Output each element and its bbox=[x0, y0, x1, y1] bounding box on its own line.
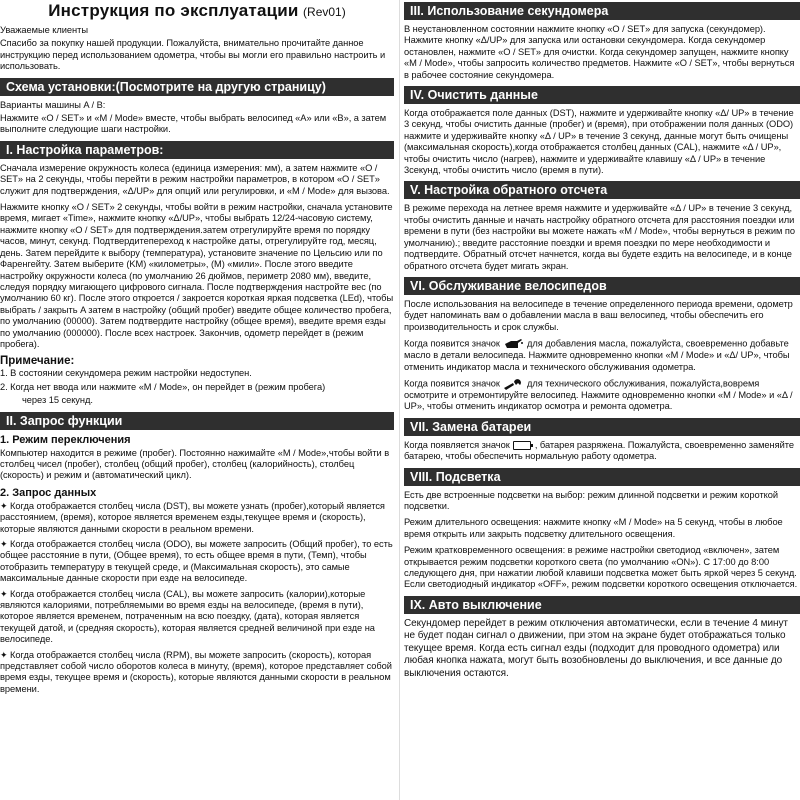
backlight-long-mode: Режим длительного освещения: нажмите кнопку «M / Mode» на 5 секунд, чтобы в любое время открыть или закрыть подсветку длительного освещения. bbox=[404, 517, 783, 539]
section-6-text: После использования на велосипеде в течение определенного периода времени, одометр будет напоминать вам о добавлении масла в ваш велосипед, чтобы обеспечить его производительность и срок службы. bbox=[404, 298, 793, 332]
wrench-icon bbox=[503, 378, 523, 390]
battery-text bbox=[404, 440, 800, 463]
query-item-text: Когда отображается столбец числа (RPM), вы можете запросить (скорость), которая представляет собой число оборотов колеса в минуту, (время), которое представляет собой время езды, текущее время и (скорость), которые являются данными скорости в реальном времени. bbox=[0, 649, 392, 694]
query-item-text: Когда отображается столбец числа (CAL), вы можете запросить (калории),которые являются калориями, потребляемыми во время езды на велосипеде, (время в пути), которое является временем, потраченным на всю поездку, (дата), которая является текущей датой, и (средняя скорость), которая является средней величиной при езде на велосипеде. bbox=[0, 588, 375, 645]
star-bullet-icon: ✦ bbox=[0, 588, 8, 599]
intro-paragraph: Спасибо за покупку нашей продукции. Пожалуйста, внимательно прочитайте данное инструкцию перед использованием одометра, чтобы вы могли его правильно настроить и использовать. bbox=[0, 38, 386, 72]
section-7-heading: VII. Замена батареи bbox=[404, 418, 800, 436]
section-4-heading: IV. Очистить данные bbox=[404, 86, 800, 104]
left-column bbox=[0, 0, 394, 800]
query-item-odo bbox=[0, 539, 394, 585]
install-text: Нажмите «O / SET» и «M / Mode» вместе, чтобы выбрать велосипед «A» или «B», а затем выполните следующие шаги настройки. bbox=[0, 113, 387, 135]
note-title: Примечание: bbox=[0, 355, 75, 368]
battery-text-lead: Когда появляется значок bbox=[404, 439, 510, 450]
subsection-switch-mode: 1. Режим переключения bbox=[0, 433, 131, 446]
star-bullet-icon: ✦ bbox=[0, 500, 8, 511]
section-8-heading: VIII. Подсветка bbox=[404, 468, 800, 486]
section-1-paragraph-2: Нажмите кнопку «O / SET» 2 секунды, чтобы войти в режим настройки, сначала установите время, мигает «Time», нажмите кнопку «Δ/UP», чтобы выбрать 12/24-часовую систему, нажмите кнопку «O / SET» для подтверждения.затем отрегулируйте время по порядку часов, минут, секунд. Подтвердитепереход к настройке даты, отрегулируйте год, месяц, день. Затем перейдите к выбору (температура), установите значение по Цельсию или по Фаренгейту. Затем выберите (KM) «километры», (M) «мили». После этого введите настройку окружности колеса (по умолчанию 26 дюймов, периметр 2080 мм), введите, следуя порядку мигающего цифрового сигнала. После подтверждения настройте вес (по умолчанию 60 кг). После этого откроется / закроется короткая яркая подсветка (LEd), чтобы выбрать / закрыть A затем в настройку (общий пробег) введите общее количество пробега, по умолчанию (00000). Затем подтвердите настройку (общее время), введите время езды по умолчанию (000000). После всех настроек. Закончив, одометр перейдет в (режим пробега). bbox=[0, 202, 394, 349]
star-bullet-icon: ✦ bbox=[0, 649, 8, 660]
oil-reminder bbox=[404, 338, 800, 373]
maintenance-reminder-text: для технического обслуживания, пожалуйста,вовремя осмотрите и отремонтируйте велосипед. Нажмите одновременно кнопки «M / Mode» и «Δ / UP», чтобы отменить индикатор осмотра и ремонта одометра. bbox=[404, 378, 793, 412]
right-column bbox=[404, 0, 800, 800]
oil-reminder-text: для добавления масла, пожалуйста, своевременно добавьте масло в детали велосипеда. Нажмите одновременно кнопки «M / Mode» и «Δ/ UP», чтобы отменить индикатор масла и технического обслуживания одометра. bbox=[404, 338, 790, 372]
section-6-heading: VI. Обслуживание велосипедов bbox=[404, 277, 800, 295]
title-text: Инструкция по эксплуатации bbox=[48, 1, 299, 20]
oil-can-icon bbox=[503, 338, 523, 350]
star-bullet-icon: ✦ bbox=[0, 539, 8, 549]
section-2-heading: II. Запрос функции bbox=[0, 412, 394, 430]
section-1-paragraph-1: Сначала измерение окружность колеса (единица измерения: мм), а затем нажмите «O / SET» на 2 секунды, чтобы перейти в режим настройки параметров, в котором «O / SET» служит для подтверждения, «Δ/UP» для опций или регулировки, и «M / Mode» для вызова. bbox=[0, 162, 390, 196]
battery-text-rest: , батарея разряжена. Пожалуйста, своевременно заменяйте батарею, чтобы обеспечить нормальную работу одометра. bbox=[404, 439, 794, 462]
section-5-text: В режиме перехода на летнее время нажмите и удерживайте «Δ / UP» в течение 3 секунд, чтобы очистить данные и начать настройку обратного отсчета для расстояния поездки или времени в пути (без настройки вы можете нажать «M / Mode», чтобы вернуться в режим по умолчанию).; введите расстояние поездки и время поездки по мере необходимости и подтвердите. Обратный отсчет начнется, когда вы будете ездить на велосипеде, и в конце обратного отсчета будет мигать экран. bbox=[404, 203, 795, 271]
note-2: 2. Когда нет ввода или нажмите «M / Mode», он перейдет в (режим пробега) bbox=[0, 381, 326, 392]
note-1: 1. В состоянии секундомера режим настройки недоступен. bbox=[0, 368, 252, 379]
backlight-short-mode: Режим кратковременного освещения: в режиме настройки светодиод «включен», затем открывается режим подсветки короткого света (по умолчанию «ON»). С 17:00 до 8:00 следующего дня, при нажатии любой клавиши подсветка может быть яркой через 5 секунд. Если светодиодный индикатор «OFF», режим подсветки короткого освещения отключается. bbox=[404, 545, 798, 590]
revision-text: (Rev01) bbox=[303, 5, 346, 19]
oil-reminder-lead: Когда появится значок bbox=[404, 338, 500, 349]
section-9-heading: IX. Авто выключение bbox=[404, 596, 800, 614]
query-item-text: Когда отображается столбец числа (ODO), вы можете запросить (Общий пробег), то есть общее расстояние в пути, (Общее время), то есть общее время в пути, (Темп), чтобы отобразить температуру в текущей среде, и (Максимальная скорость), это самые максимальные данные скорости при езде на велосипеде. bbox=[0, 539, 393, 584]
query-item-dst bbox=[0, 501, 394, 535]
maintenance-reminder bbox=[404, 378, 800, 413]
section-5-heading: V. Настройка обратного отсчета bbox=[404, 181, 800, 199]
document-title bbox=[0, 2, 394, 21]
battery-icon bbox=[513, 441, 531, 450]
section-3-heading: III. Использование секундомера bbox=[404, 2, 800, 20]
section-4-text: Когда отображается поле данных (DST), нажмите и удерживайте кнопку «Δ/ UP» в течение 3 секунд, чтобы очистить данные (пробег) и (время), при отображении поля данных (ODO) нажмите и удерживайте кнопку «Δ / UP» в течение 3 секунд, данные могут быть очищены (максимальная скорость),когда отображается столбец данных (CAL), нажмите «Δ / UP», чтобы очистить число (нагрев), нажмите и удерживайте клавишу «Δ / UP» в течение 3секунд, чтобы очистить число (время в пути). bbox=[404, 108, 794, 176]
section-3-text: В неустановленном состоянии нажмите кнопку «O / SET» для запуска (секундомер). Нажмите кнопку «Δ/UP» для запуска или остановки секундомера. Когда секундомер остановлен, нажмите «O / SET» для очистки. Когда секундомер запущен, нажмите кнопку «M / Mode», чтобы запросить количество предметов. Нажмите «O / SET», чтобы вернуться в рабочее состояние секундомера. bbox=[404, 24, 795, 80]
switch-mode-text: Компьютер находится в режиме (пробег). Постоянно нажимайте «M / Mode»,чтобы войти в столбец чисел (пробег), столбец (общий пробег), столбец (калорийность), столбец (скорость) и режим и (автоматический цикл). bbox=[0, 447, 390, 481]
query-item-cal bbox=[0, 589, 394, 646]
section-1-heading: I. Настройка параметров: bbox=[0, 141, 394, 159]
install-heading: Схема установки:(Посмотрите на другую страницу) bbox=[0, 78, 394, 96]
column-divider bbox=[399, 0, 400, 800]
subsection-data-query: 2. Запрос данных bbox=[0, 486, 97, 499]
greeting: Уважаемые клиенты bbox=[0, 25, 88, 35]
query-item-text: Когда отображается столбец числа (DST), вы можете узнать (пробег),который является расстоянием, (время), которое является временем езды,текущее время и (скорость), которые являются данными скорости в реальном времени. bbox=[0, 500, 385, 534]
maintenance-reminder-lead: Когда появится значок bbox=[404, 378, 500, 389]
backlight-intro: Есть две встроенные подсветки на выбор: режим длинной подсветки и режим короткой подсветки. bbox=[404, 489, 779, 511]
note-2-continued: через 15 секунд. bbox=[22, 395, 93, 406]
install-variants: Варианты машины A / B: bbox=[0, 99, 106, 110]
auto-off-text: Секундомер перейдет в режим отключения автоматически, если в течение 4 минут не будет подан сигнал о движении, при этом на экране будет отображаться только текущее время. Когда есть сигнал езды (подходит для проводного одометра) или любая кнопка нажата, могут быть возобновлены до выключения, и все данные до выключения остаются. bbox=[404, 617, 788, 679]
query-item-rpm bbox=[0, 650, 394, 696]
